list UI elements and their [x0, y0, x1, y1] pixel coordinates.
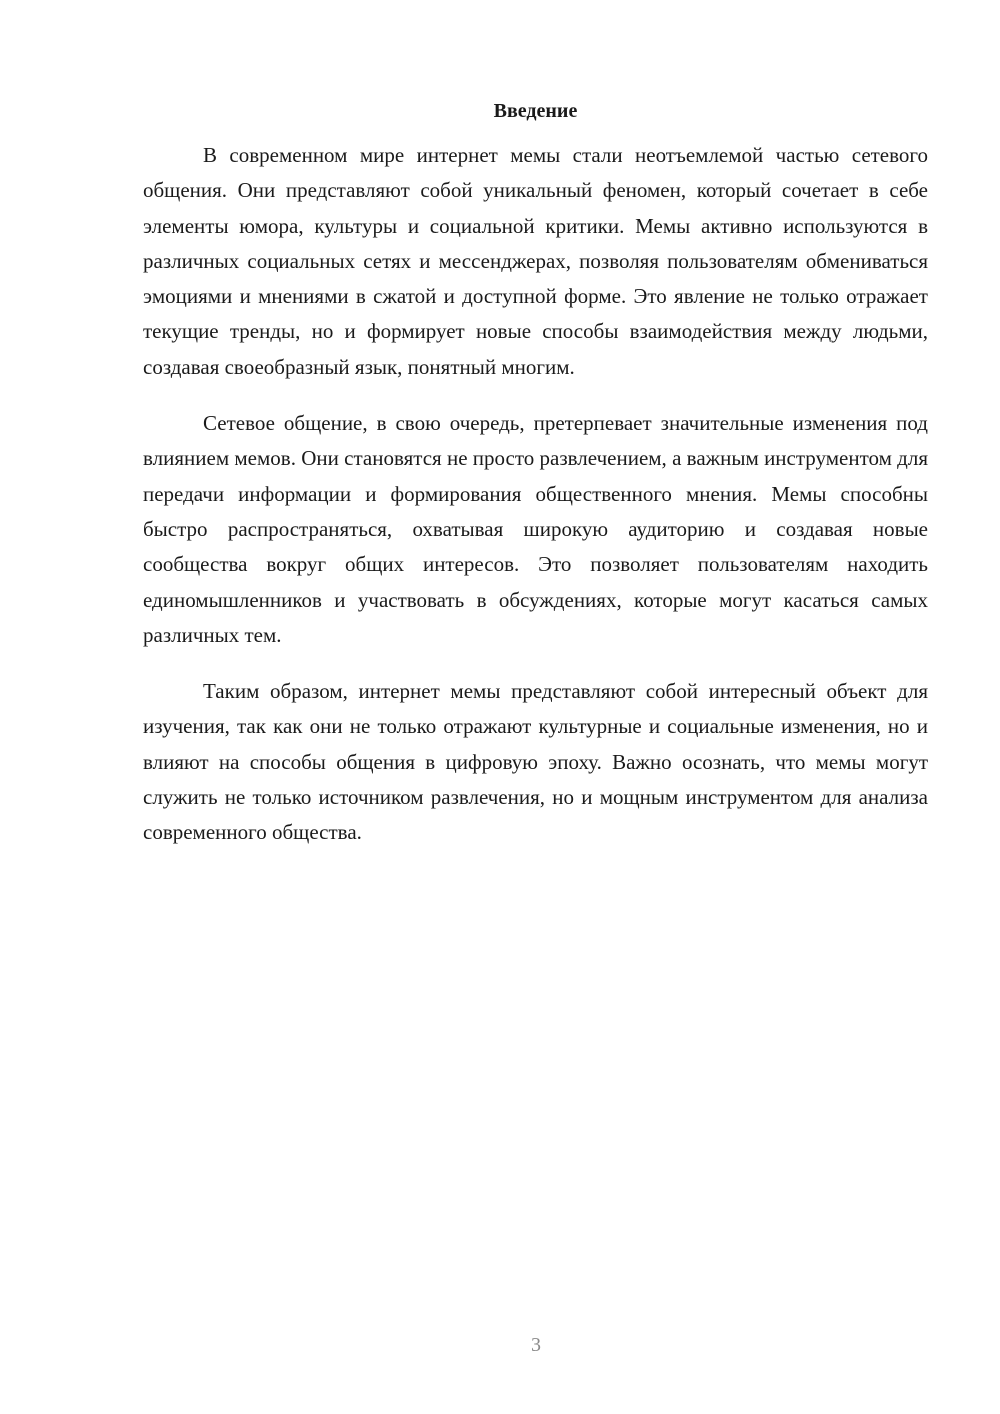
- paragraph-2: Сетевое общение, в свою очередь, претерпевает значительные изменения под влиянием мемов. Они становятся не просто развлечением, а важным инструментом для передачи информации и формирования общественного мнения. Мемы способны быстро распространяться, охватывая широкую аудиторию и создавая новые сообщества вокруг общих интересов. Это позволяет пользователям находить единомышленников и участвовать в обсуждениях, которые могут касаться самых различных тем.: [143, 411, 928, 647]
- paragraph-1: В современном мире интернет мемы стали неотъемлемой частью сетевого общения. Они представляют собой уникальный феномен, который сочетает в себе элементы юмора, культуры и социальной критики. Мемы активно используются в различных социальных сетях и мессенджерах, позволяя пользователям обмениваться эмоциями и мнениями в сжатой и доступной форме. Это явление не только отражает текущие тренды, но и формирует новые способы взаимодействия между людьми, создавая своеобразный язык, понятный многим.: [143, 143, 928, 379]
- section-heading: Введение: [493, 100, 578, 122]
- page-number: 3: [531, 1334, 541, 1356]
- paragraph-3: Таким образом, интернет мемы представляют собой интересный объект для изучения, так как они не только отражают культурные и социальные изменения, но и влияют на способы общения в цифровую эпоху. Важно осознать, что мемы могут служить не только источником развлечения, но и мощным инструментом для анализа современного общества.: [143, 679, 928, 845]
- page-content: [143, 96, 928, 872]
